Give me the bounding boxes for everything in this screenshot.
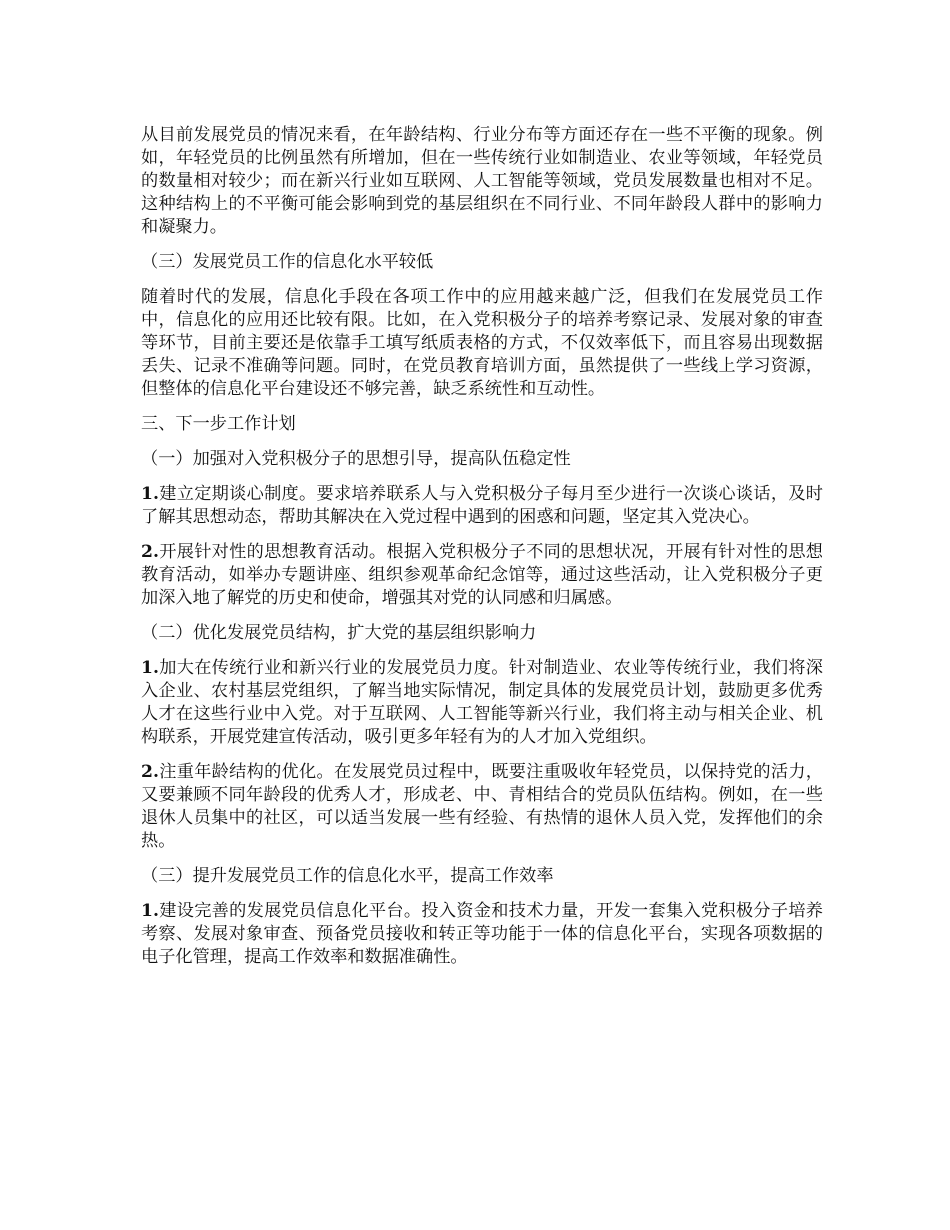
list-item-number: 2. [141,542,159,562]
subheading-improve-informatization: （三）提升发展党员工作的信息化水平，提高工作效率 [141,866,554,886]
list-item-education-activities [141,541,823,610]
list-item-text: 注重年龄结构的优化。在发展党员过程中，既要注重吸收年轻党员，以保持党的活力，又要兼顾不同年龄段的优秀人才，形成老、中、青相结合的党员队伍结构。例如，在一些退休人员集中的社区，可以适当发展一些有经验、有热情的退休人员入党，发挥他们的余热。 [141,762,823,851]
list-item-number: 1. [141,658,159,678]
paragraph-informatization: 随着时代的发展，信息化手段在各项工作中的应用越来越广泛，但我们在发展党员工作中，信息化的应用还比较有限。比如，在入党积极分子的培养考察记录、发展对象的审查等环节，目前主要还是依靠手工填写纸质表格的方式，不仅效率低下，而且容易出现数据丢失、记录不准确等问题。同时，在党员教育培训方面，虽然提供了一些线上学习资源，但整体的信息化平台建设还不够完善，缺乏系统性和互动性。 [141,287,823,399]
subheading-ideological-guidance: （一）加强对入党积极分子的思想引导，提高队伍稳定性 [141,449,571,469]
section-heading-next-steps: 三、下一步工作计划 [141,414,296,434]
paragraph-structure-imbalance: 从目前发展党员的情况来看，在年龄结构、行业分布等方面还存在一些不平衡的现象。例如，年轻党员的比例虽然有所增加，但在一些传统行业如制造业、农业等领域，年轻党员的数量相对较少；而在新兴行业如互联网、人工智能等领域，党员发展数量也相对不足。这种结构上的不平衡可能会影响到党的基层组织在不同行业、不同年龄段人群中的影响力和凝聚力。 [141,125,823,237]
subheading-informatization-low: （三）发展党员工作的信息化水平较低 [141,252,434,272]
list-item-text: 加大在传统行业和新兴行业的发展党员力度。针对制造业、农业等传统行业，我们将深入企业、农村基层党组织，了解当地实际情况，制定具体的发展党员计划，鼓励更多优秀人才在这些行业中入党。对于互联网、人工智能等新兴行业，我们将主动与相关企业、机构联系，开展党建宣传活动，吸引更多年轻有为的人才加入党组织。 [141,658,823,747]
list-item-information-platform [141,900,823,969]
list-item-number: 1. [141,901,159,921]
list-item-number: 1. [141,484,159,504]
list-item-text: 开展针对性的思想教育活动。根据入党积极分子不同的思想状况，开展有针对性的思想教育活动，如举办专题讲座、组织参观革命纪念馆等，通过这些活动，让入党积极分子更加深入地了解党的历史和使命，增强其对党的认同感和归属感。 [141,542,823,608]
subheading-optimize-structure: （二）优化发展党员结构，扩大党的基层组织影响力 [141,623,537,643]
list-item-talk-system [141,483,823,529]
list-item-text: 建立定期谈心制度。要求培养联系人与入党积极分子每月至少进行一次谈心谈话，及时了解其思想动态，帮助其解决在入党过程中遇到的困惑和问题，坚定其入党决心。 [141,484,823,527]
list-item-text: 建设完善的发展党员信息化平台。投入资金和技术力量，开发一套集入党积极分子培养考察、发展对象审查、预备党员接收和转正等功能于一体的信息化平台，实现各项数据的电子化管理，提高工作效率和数据准确性。 [141,901,823,967]
list-item-industry-development [141,657,823,749]
list-item-age-structure [141,761,823,853]
list-item-number: 2. [141,762,159,782]
document-page [141,124,823,981]
